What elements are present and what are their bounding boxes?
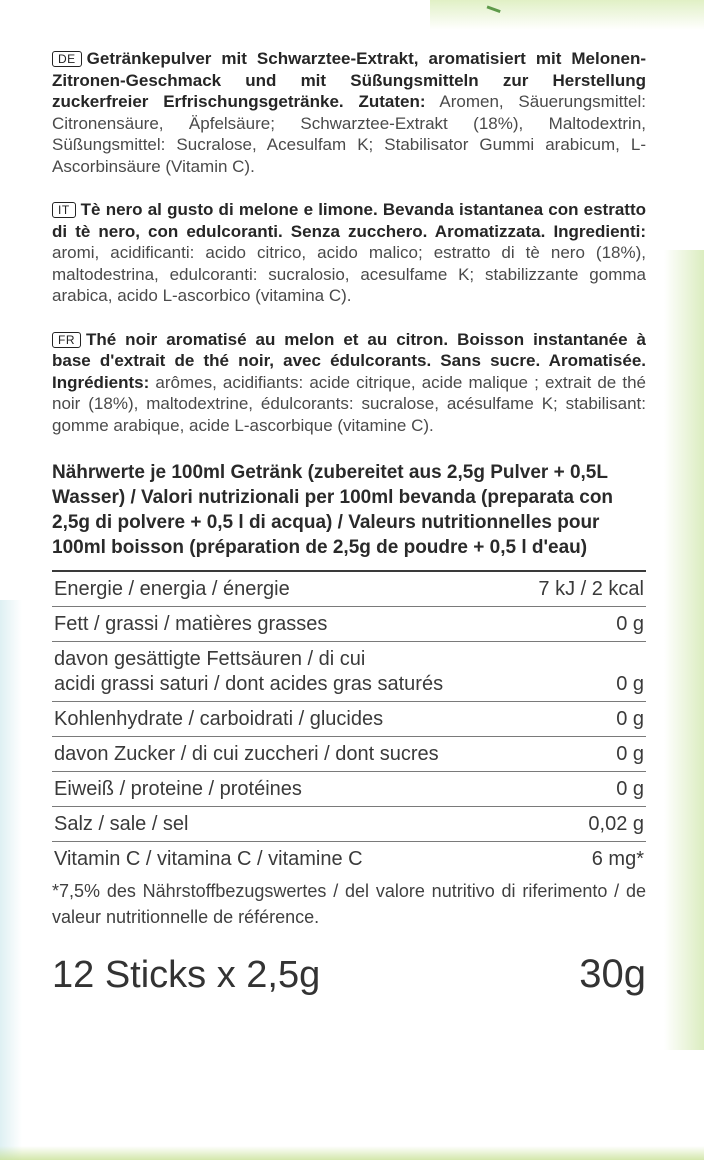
table-row <box>52 807 646 842</box>
stick-count: 12 Sticks x 2,5g <box>52 954 321 996</box>
german-description: Getränkepulver mit Schwarztee-Extrakt, aromatisiert mit Melonen-Zitronen-Geschmack und mit Süßungsmitteln zur Herstellung zuckerfreier Erfrischungsgetränke. <box>52 49 646 111</box>
table-row <box>52 737 646 772</box>
table-row <box>52 571 646 607</box>
language-tag-it: IT <box>52 202 76 218</box>
italian-ingredients-label: Ingredienti: <box>553 221 646 241</box>
italian-ingredients: aromi, acidificanti: acido citrico, acido malico; estratto di tè nero (18%), maltodestrina, edulcoranti: sucralosio, acesulfame K; stabilizzante gomma arabica, acido L-ascorbico (vitamina C). <box>52 243 646 305</box>
nutrient-label: Eiweiß / proteine / protéines <box>54 778 302 800</box>
nutrition-heading: Nährwerte je 100ml Getränk (zubereitet aus 2,5g Pulver + 0,5L Wasser) / Valori nutrizionali per 100ml bevanda (preparata con 2,5g di polvere + 0,5 l di acqua) / Valeurs nutritionnelles pour 100ml boisson (préparation de 2,5g de poudre + 0,5 l d'eau) <box>52 462 614 558</box>
german-section <box>52 48 646 177</box>
nutrient-label: Energie / energia / énergie <box>54 578 290 600</box>
nutrient-label: Kohlenhydrate / carboidrati / glucides <box>54 708 384 730</box>
green-corner-decoration <box>430 0 704 30</box>
reference-footnote: *7,5% des Nährstoffbezugswertes / del valore nutritivo di riferimento / de valeur nutritionnelle de référence. <box>52 881 646 927</box>
nutrient-value: 7 kJ / 2 kcal <box>538 578 644 600</box>
nutrient-label: Vitamin C / vitamina C / vitamine C <box>54 848 363 870</box>
nutrient-value: 0,02 g <box>588 813 644 835</box>
teal-edge-decoration <box>0 600 22 1160</box>
nutrient-label <box>52 642 516 702</box>
french-ingredients-label: Ingrédients: <box>52 372 150 392</box>
green-bottom-decoration <box>0 1146 704 1160</box>
package-info <box>52 952 646 997</box>
french-section <box>52 329 646 437</box>
nutrient-label: Salz / sale / sel <box>54 813 189 835</box>
table-row <box>52 607 646 642</box>
nutrient-label-line-2: acidi grassi saturi / dont acides gras saturés <box>54 673 444 695</box>
language-tag-de: DE <box>52 51 82 67</box>
french-ingredients: arômes, acidifiants: acide citrique, acide malique ; extrait de thé noir (18%), maltodextrine, édulcorants: sucralose, acésulfame K; stabilisant: gomme arabique, acide L-ascorbique (vitamine C). <box>52 372 646 435</box>
nutrient-label: Fett / grassi / matières grasses <box>54 613 328 635</box>
nutrient-label: davon Zucker / di cui zuccheri / dont sucres <box>54 743 439 765</box>
nutrient-value: 0 g <box>616 673 644 695</box>
nutrient-value: 0 g <box>616 743 644 765</box>
green-edge-decoration <box>664 250 704 1050</box>
table-row <box>52 702 646 737</box>
label-content <box>52 48 646 997</box>
nutrient-value: 0 g <box>616 778 644 800</box>
italian-description: Tè nero al gusto di melone e limone. Bevanda istantanea con estratto di tè nero, con edulcoranti. Senza zucchero. Aromatizzata. <box>52 200 646 241</box>
table-row <box>52 772 646 807</box>
german-ingredients-label: Zutaten: <box>358 92 426 111</box>
table-row <box>52 842 646 877</box>
leaf-decoration <box>487 0 504 13</box>
nutrient-value: 6 mg* <box>591 848 644 870</box>
german-ingredients: Aromen, Säuerungsmittel: Citronensäure, Äpfelsäure; Schwarztee-Extrakt (18%), Maltodextrin, Süßungsmittel: Sucralose, Acesulfam K; Stabilisator Gummi arabicum, L-Ascorbinsäure (Vitamin C). <box>52 92 646 176</box>
nutrient-label-line-1: davon gesättigte Fettsäuren / di cui <box>54 648 366 670</box>
table-row <box>52 642 646 702</box>
net-weight: 30g <box>579 952 646 996</box>
nutrition-table <box>52 570 646 876</box>
language-tag-fr: FR <box>52 332 81 348</box>
italian-section <box>52 199 646 307</box>
nutrient-value: 0 g <box>616 708 644 730</box>
nutrient-value: 0 g <box>616 613 644 635</box>
french-description: Thé noir aromatisé au melon et au citron. Boisson instantanée à base d'extrait de thé noir, avec édulcorants. Sans sucre. Aromatisée. <box>52 329 646 370</box>
